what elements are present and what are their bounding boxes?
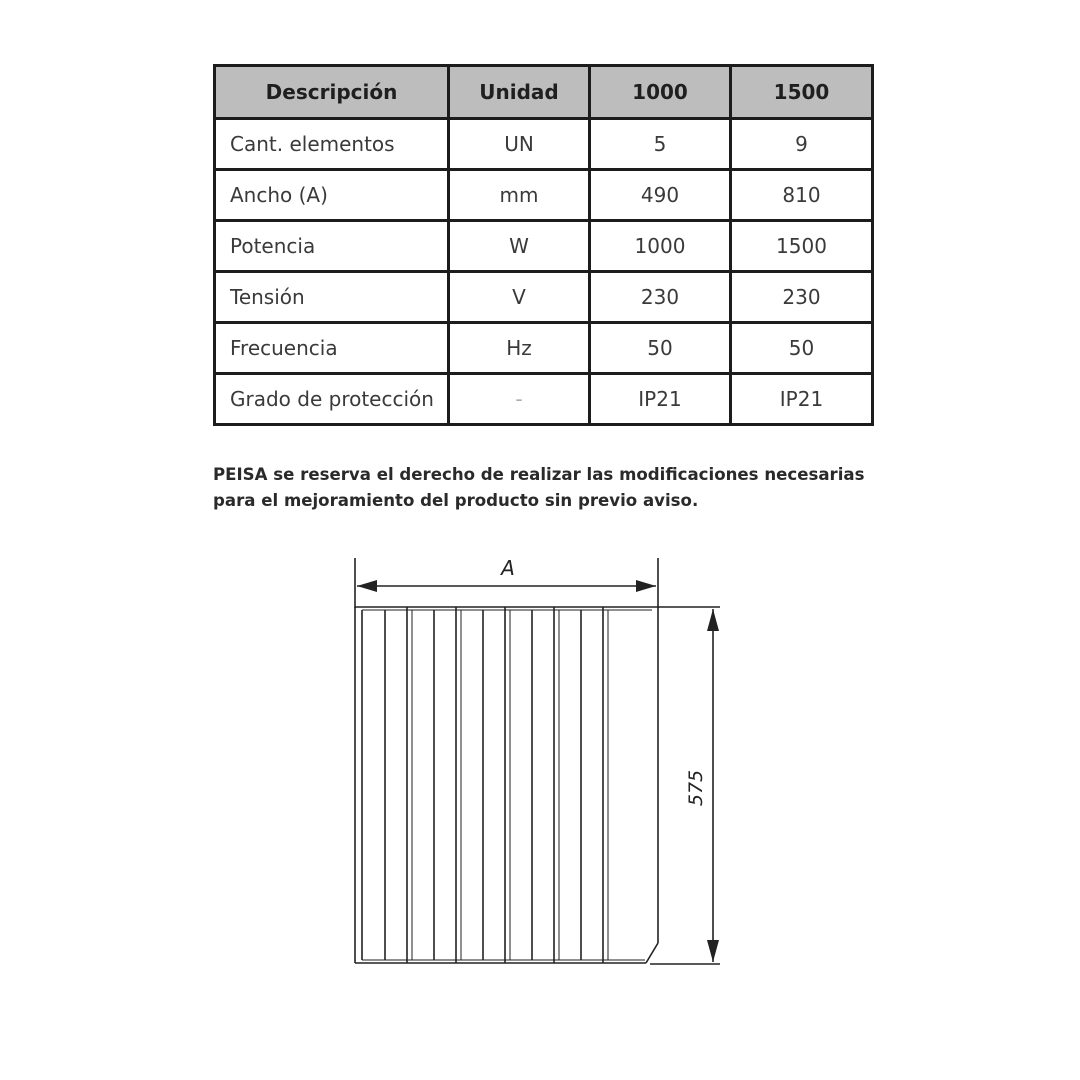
row-value-1500: 1500: [731, 221, 873, 272]
row-value-1500: 230: [731, 272, 873, 323]
header-1500: 1500: [731, 66, 873, 119]
radiator-body: [355, 607, 658, 963]
row-unit: Hz: [449, 323, 590, 374]
row-unit: V: [449, 272, 590, 323]
height-arrow-bottom: [707, 940, 719, 962]
row-unit: UN: [449, 119, 590, 170]
spec-table: [213, 64, 874, 426]
height-arrow-top: [707, 609, 719, 631]
header-1000: 1000: [590, 66, 731, 119]
row-desc: Grado de protección: [215, 374, 449, 425]
row-value-1500: 50: [731, 323, 873, 374]
disclaimer-note: [213, 462, 893, 514]
width-label: A: [501, 556, 515, 580]
row-desc: Potencia: [215, 221, 449, 272]
disclaimer-line-2: para el mejoramiento del producto sin previo aviso.: [213, 491, 699, 510]
table-row: [215, 119, 873, 170]
row-value-1500: 810: [731, 170, 873, 221]
row-desc: Tensión: [215, 272, 449, 323]
row-desc: Ancho (A): [215, 170, 449, 221]
table-row: [215, 374, 873, 425]
width-arrow-left: [357, 580, 377, 592]
width-arrow-right: [636, 580, 656, 592]
radiator-section-4: [532, 607, 559, 963]
disclaimer-line-1: PEISA se reserva el derecho de realizar las modificaciones necesarias: [213, 465, 865, 484]
radiator-section-5: [581, 607, 608, 963]
row-value-1000: IP21: [590, 374, 731, 425]
row-unit: W: [449, 221, 590, 272]
row-unit: -: [449, 374, 590, 425]
table-row: [215, 272, 873, 323]
radiator-dimension-drawing: [340, 548, 740, 978]
table-header-row: [215, 66, 873, 119]
height-label: 575: [685, 769, 707, 807]
row-value-1000: 230: [590, 272, 731, 323]
header-descripcion: Descripción: [215, 66, 449, 119]
radiator-section-3: [483, 607, 510, 963]
row-desc: Frecuencia: [215, 323, 449, 374]
table-row: [215, 170, 873, 221]
row-value-1000: 5: [590, 119, 731, 170]
row-desc: Cant. elementos: [215, 119, 449, 170]
row-value-1000: 50: [590, 323, 731, 374]
header-unidad: Unidad: [449, 66, 590, 119]
row-value-1500: IP21: [731, 374, 873, 425]
row-value-1000: 490: [590, 170, 731, 221]
row-value-1000: 1000: [590, 221, 731, 272]
table-row: [215, 323, 873, 374]
row-value-1500: 9: [731, 119, 873, 170]
radiator-section-2: [434, 607, 461, 963]
table-row: [215, 221, 873, 272]
row-unit: mm: [449, 170, 590, 221]
radiator-section-1: [362, 607, 412, 963]
